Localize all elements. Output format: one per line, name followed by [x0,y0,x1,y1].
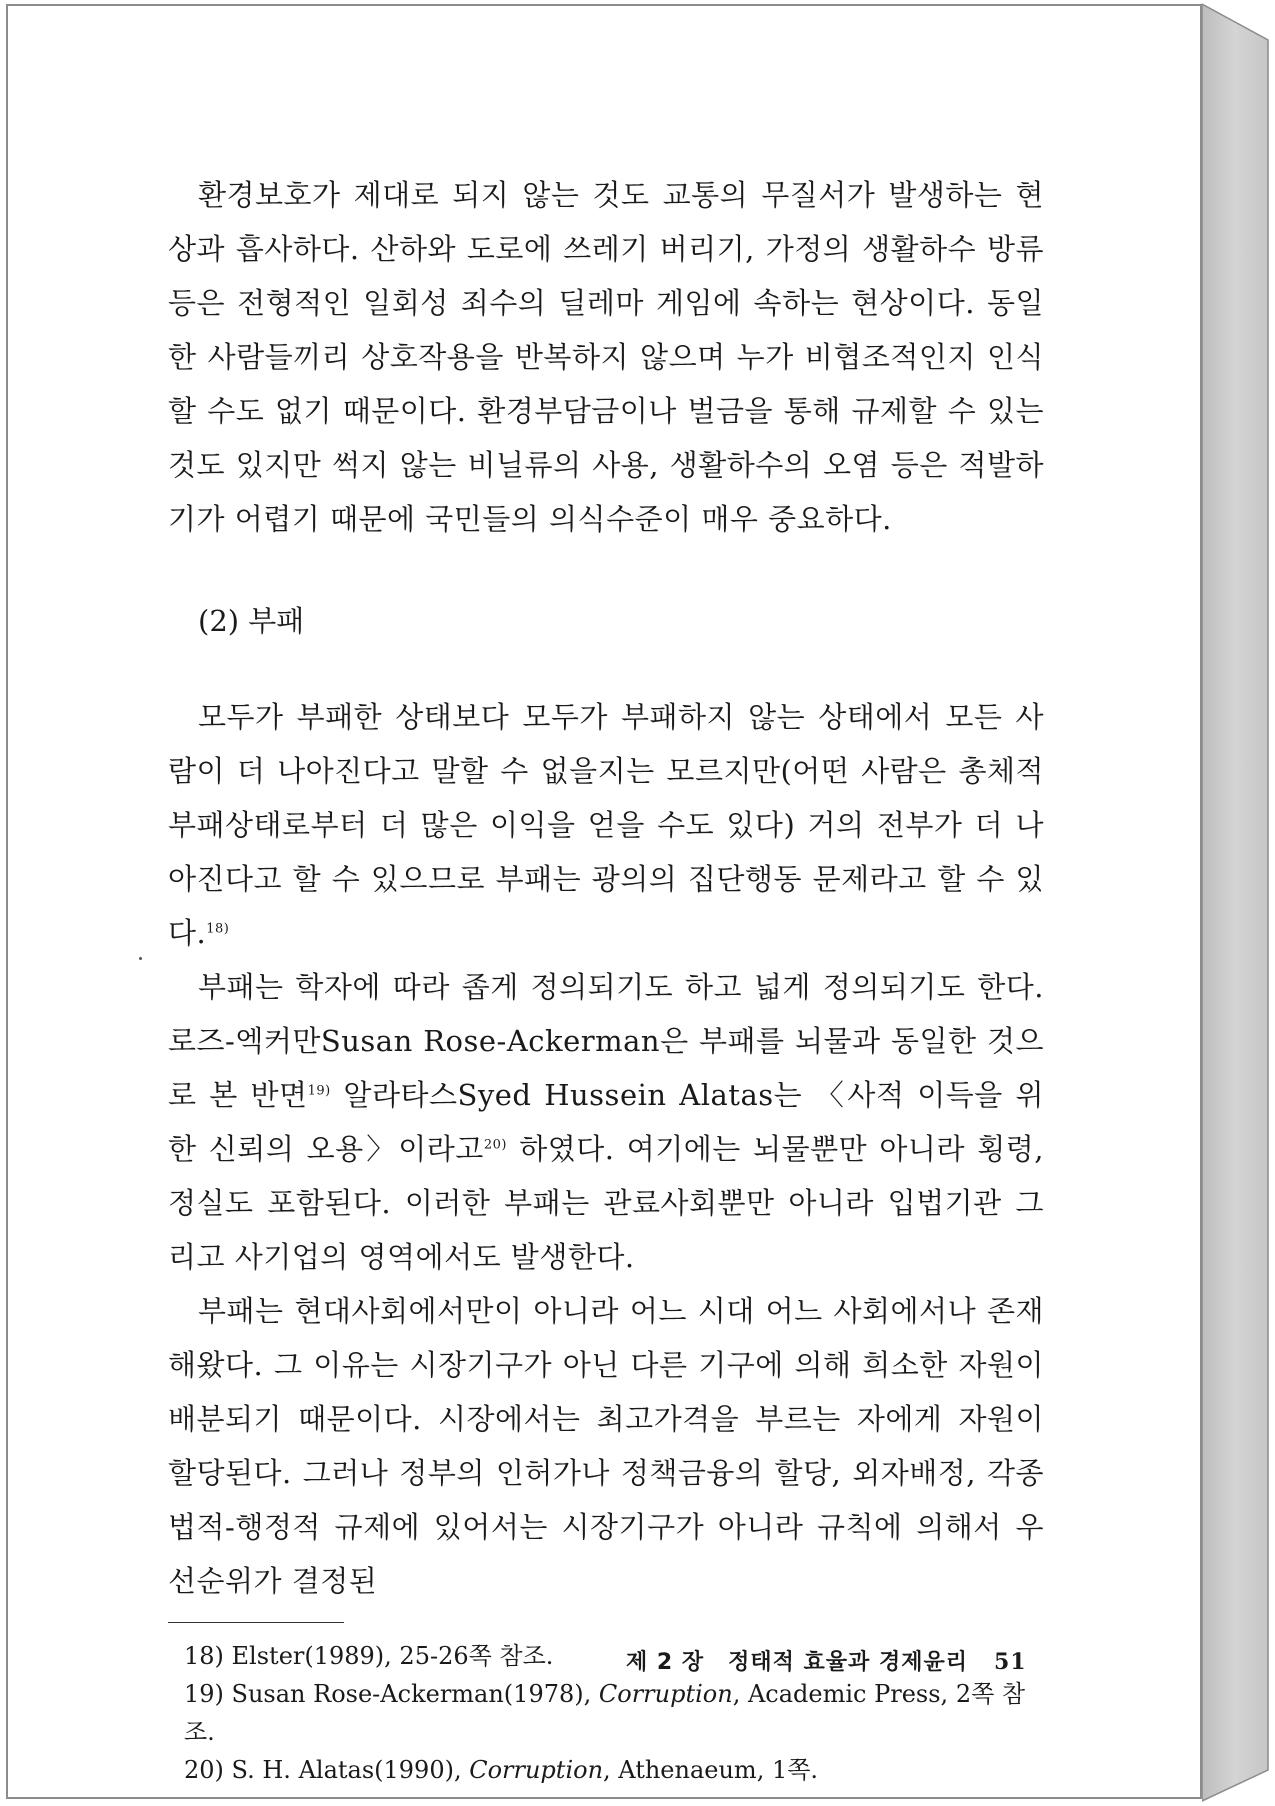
footnote-ref-18: 18) [206,921,230,937]
section-heading: (2) 부패 [198,604,305,638]
stray-dot [139,957,142,960]
paragraph-corruption-history: 부패는 현대사회에서만이 아니라 어느 시대 어느 사회에서나 존재해왔다. 그 이유는 시장기구가 아닌 다른 기구에 의해 희소한 자원이 배분되기 때문이다. 시장에서는 최고가격을 부르는 자에게 자원이 할당된다. 그러나 정부의 인허가나 정책금융의 할당, 외자배정, 각종 법적-행정적 규제에 있어서는 시장기구가 아니라 규칙에 의해서 우선순위가 결정된 [168,1294,1044,1598]
footnote-20 [168,1751,1044,1789]
paragraph-environment: 환경보호가 제대로 되지 않는 것도 교통의 무질서가 발생하는 현상과 흡사하다. 산하와 도로에 쓰레기 버리기, 가정의 생활하수 방류 등은 전형적인 일회성 죄수의 딜레마 게임에 속하는 현상이다. 동일한 사람들끼리 상호작용을 반복하지 않으며 누가 비협조적인지 인식할 수도 없기 때문이다. 환경부담금이나 벌금을 통해 규제할 수 있는 것도 있지만 썩지 않는 비닐류의 사용, 생활하수의 오염 등은 적발하기가 어렵기 때문에 국민들의 의식수준이 매우 중요하다. [168,178,1044,536]
footnote-italic-title: Corruption [598,1680,733,1708]
running-footer [626,1645,1076,1676]
paragraph-a-text: 모두가 부패한 상태보다 모두가 부패하지 않는 상태에서 모든 사람이 더 나아진다고 말할 수 없을지는 모르지만(어떤 사람은 총체적 부패상태로부터 더 많은 이익을 얻을 수도 있다) 거의 전부가 더 나아진다고 할 수 있으므로 부패는 광의의 집단행동 문제라고 할 수 있다. [168,700,1044,950]
paragraph-b-part1: 부패는 학자에 따라 좁게 정의되기도 하고 넓게 정의되기도 한다. 로즈-엑커만Susan Rose-Ackerman은 부패를 뇌물과 동일한 것으로 본 반면 [168,970,1044,1112]
page-number: 51 [993,1649,1027,1675]
footnote-text: S. H. Alatas(1990), [223,1756,470,1784]
book-side-edge [1202,0,1272,1806]
footnote-italic-title: Corruption [469,1756,604,1784]
paragraph-corruption-collective [168,690,1044,960]
footer-title: 정태적 효율과 경제윤리 [728,1650,968,1675]
paragraph-b-part2: 알라타스Syed Hussein Alatas는 〈사적 이득을 위한 신뢰의 오용〉이라고 [168,1078,1045,1166]
footer-chapter: 제 2 장 [626,1650,705,1675]
footnote-text: Elster(1989), 25-26쪽 참조. [223,1642,554,1670]
paragraph-corruption-definition [168,960,1044,1284]
footnote-number: 20) [184,1756,224,1784]
footnote-text-post: , Academic Press, 2쪽 참조. [184,1680,1026,1746]
footnote-19 [168,1675,1044,1751]
footnote-ref-19: 19) [307,1083,331,1099]
page-content [168,168,1044,1789]
footnote-text: Susan Rose-Ackerman(1978), [223,1680,599,1708]
footnote-divider [168,1622,344,1623]
footnote-text-post: , Athenaeum, 1쪽. [603,1756,819,1784]
paragraph-b-part3: 하였다. 여기에는 뇌물뿐만 아니라 횡령, 정실도 포함된다. 이러한 부패는 관료사회뿐만 아니라 입법기관 그리고 사기업의 영역에서도 발생한다. [168,1132,1044,1274]
footnote-ref-20: 20) [483,1137,507,1153]
footnote-number: 19) [184,1680,224,1708]
footnote-number: 18) [184,1642,224,1670]
